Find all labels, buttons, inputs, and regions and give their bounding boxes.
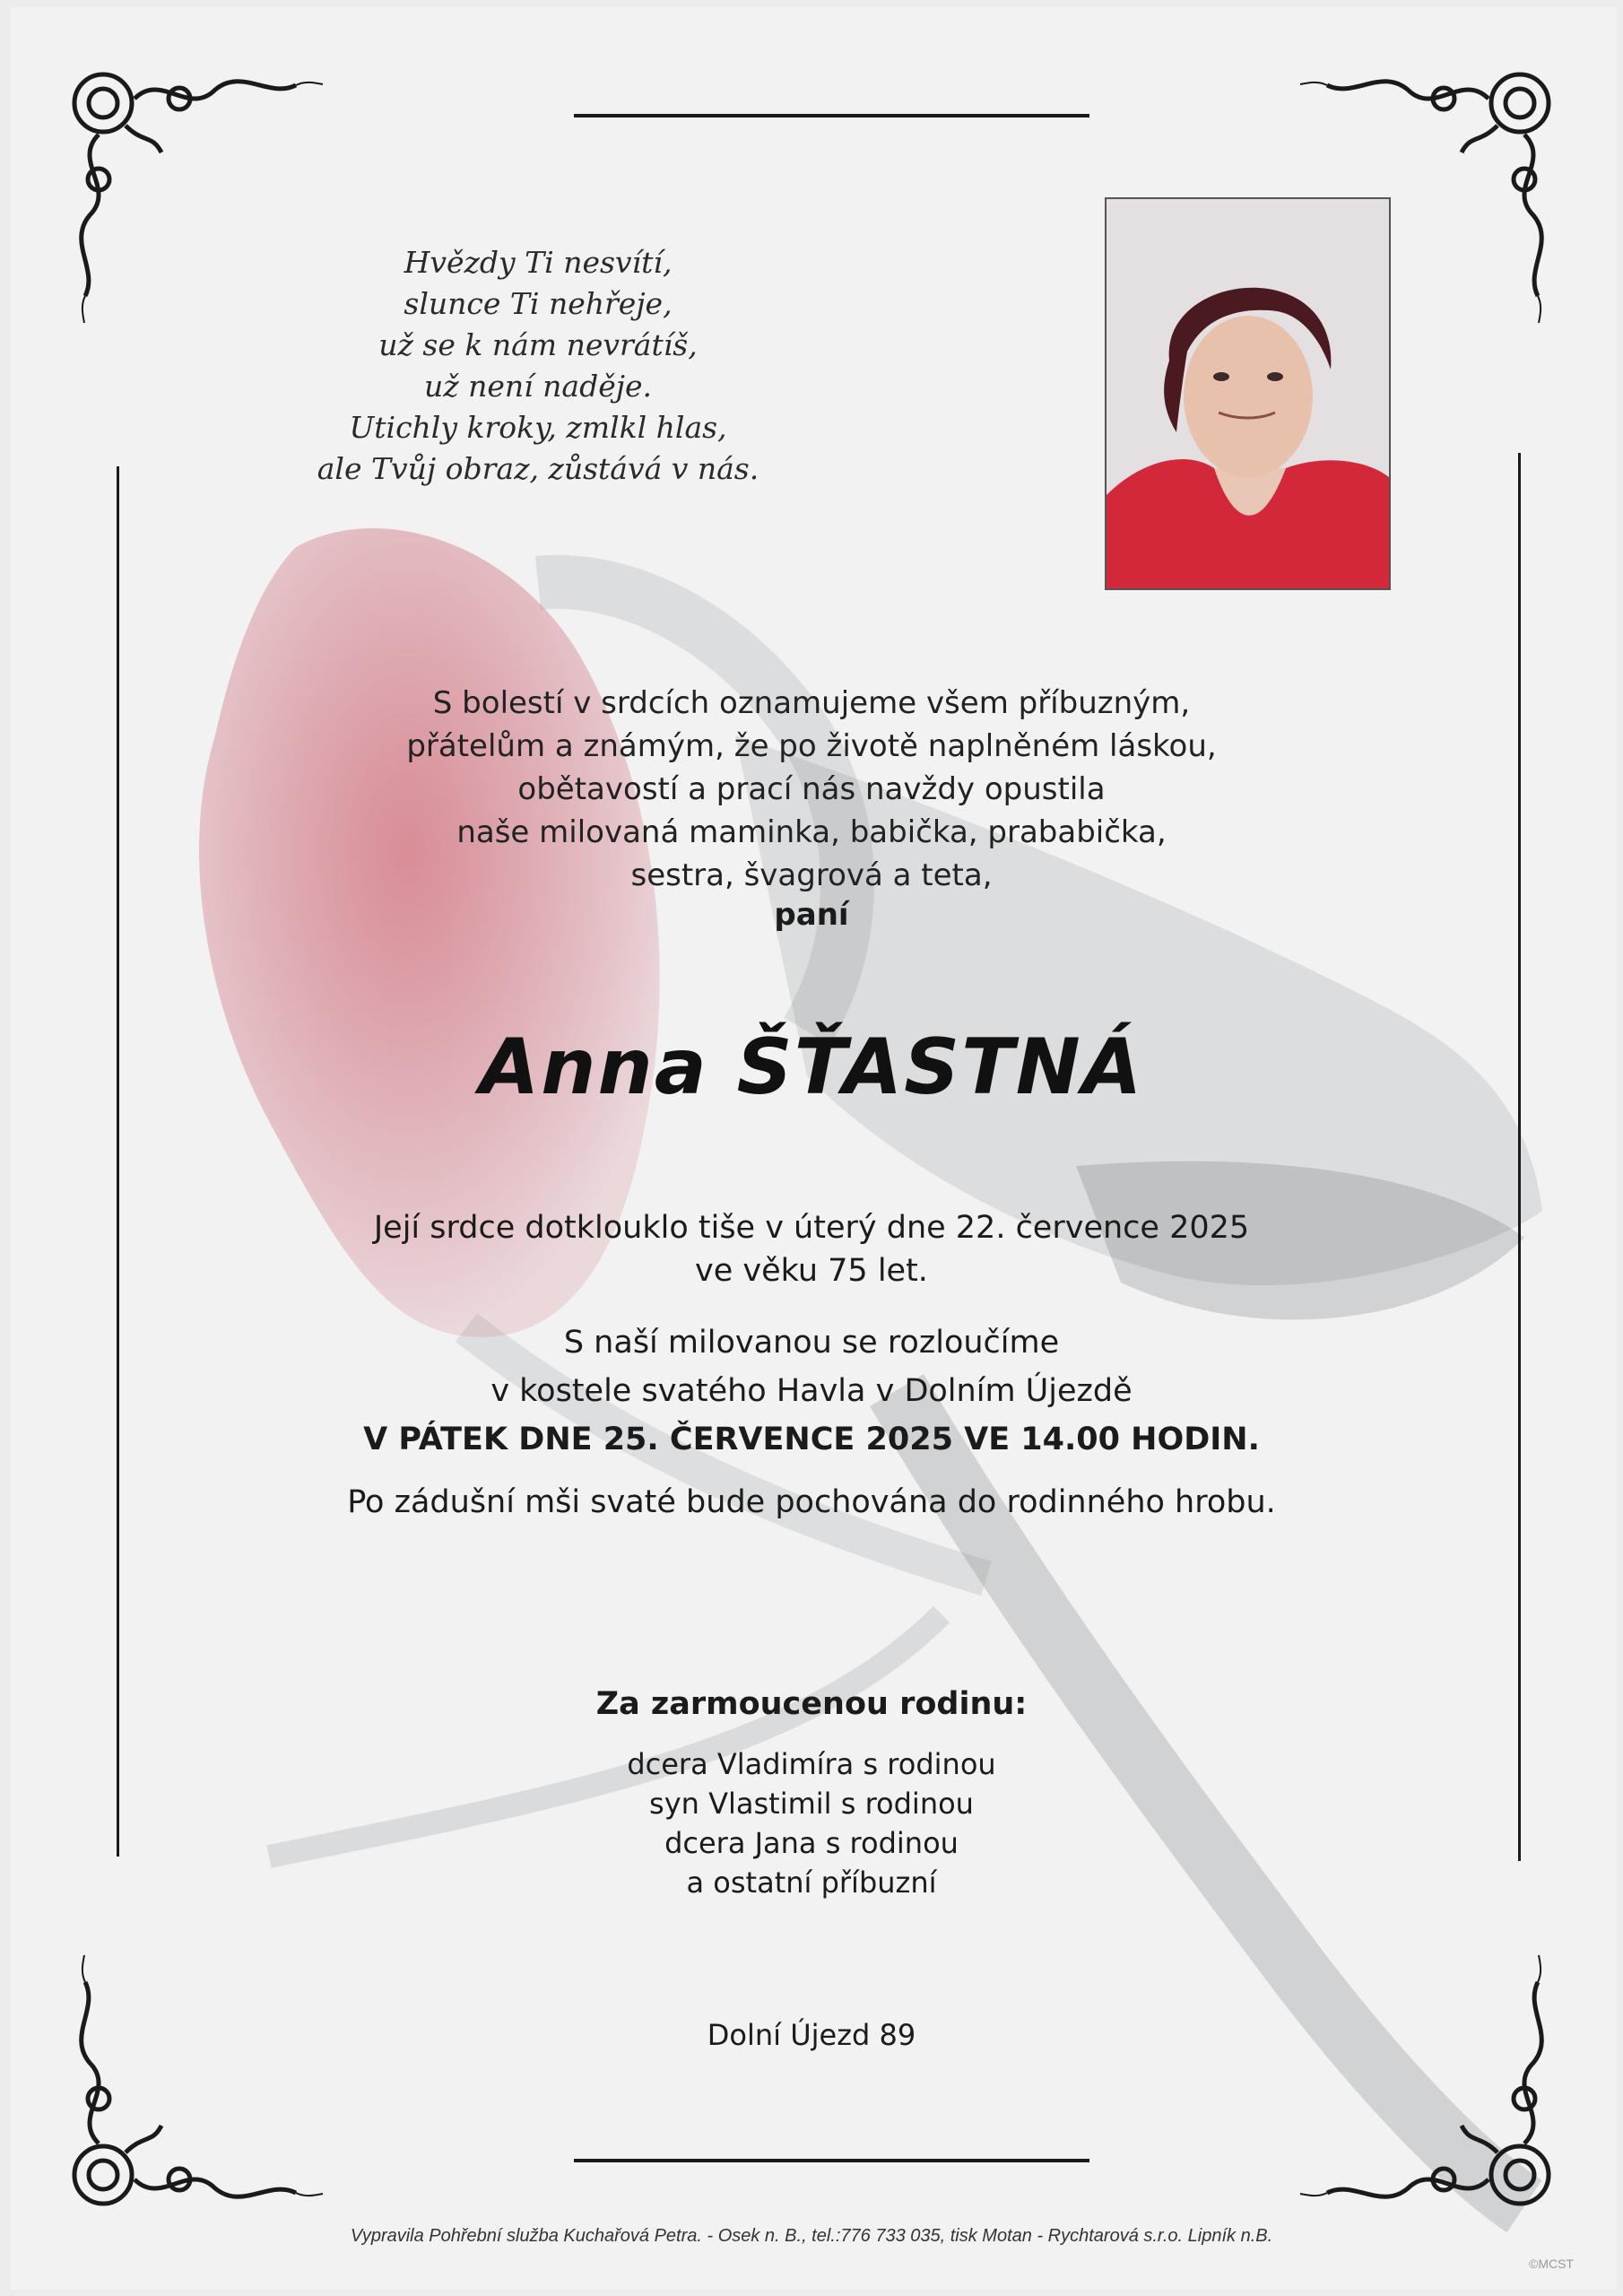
left-rule	[117, 466, 119, 1857]
announcement-line: obětavostí a prací nás navždy opustila	[517, 771, 1106, 807]
funeral-place: v kostele svatého Havla v Dolním Újezdě	[490, 1373, 1133, 1409]
corner-ornament-bottom-left	[63, 1946, 332, 2215]
family-member: dcera Vladimíra s rodinou	[627, 1747, 996, 1781]
family-list	[269, 1744, 1354, 1902]
funeral-info	[269, 1318, 1354, 1464]
poem-line: Hvězdy Ti nesvítí,	[404, 245, 673, 280]
address: Dolní Újezd 89	[707, 2018, 916, 2052]
footer-credits: Vypravila Pohřební služba Kuchařová Petra. - Osek n. B., tel.:776 733 035, tisk Motan - Rychtarová s.r.o. Lipník n.B.	[350, 2226, 1273, 2246]
death-notice	[269, 1206, 1354, 1292]
funeral-datetime: V PÁTEK DNE 25. ČERVENCE 2025 VE 14.00 HODIN.	[363, 1422, 1260, 1457]
announcement-line: sestra, švagrová a teta,	[630, 857, 993, 893]
poem-line: ale Tvůj obraz, zůstává v nás.	[317, 451, 759, 486]
watermark: ©MCST	[1529, 2257, 1574, 2271]
age-line: ve věku 75 let.	[695, 1253, 928, 1289]
right-rule	[1518, 453, 1521, 1861]
top-rule	[574, 114, 1089, 117]
family-member: dcera Jana s rodinou	[664, 1826, 959, 1860]
poem-line: už se k nám nevrátíš,	[378, 327, 698, 362]
burial-note: Po zádušní mši svaté bude pochována do rodinného hrobu.	[347, 1484, 1276, 1520]
announcement-line: S bolestí v srdcích oznamujeme všem příbuzným,	[432, 685, 1191, 721]
announcement-line: přátelům a známým, že po životě naplněném láskou,	[406, 728, 1217, 764]
honorific: paní	[774, 897, 849, 933]
bottom-rule	[574, 2159, 1089, 2162]
announcement-text	[269, 682, 1354, 897]
memorial-poem	[287, 242, 789, 490]
announcement-line: naše milovaná maminka, babička, prababička,	[456, 814, 1167, 850]
funeral-line: S naší milovanou se rozloučíme	[563, 1325, 1060, 1361]
poem-line: Utichly kroky, zmlkl hlas,	[349, 410, 727, 445]
poem-line: slunce Ti nehřeje,	[404, 286, 673, 321]
death-date-line: Její srdce dotklouklo tiše v úterý dne 22. července 2025	[373, 1210, 1250, 1246]
deceased-name: Anna ŠŤASTNÁ	[479, 1022, 1144, 1112]
family-member: syn Vlastimil s rodinou	[649, 1787, 974, 1821]
corner-ornament-bottom-right	[1291, 1946, 1560, 2215]
family-title: Za zarmoucenou rodinu:	[595, 1686, 1028, 1722]
family-member: a ostatní příbuzní	[686, 1866, 937, 1900]
portrait-photo	[1105, 197, 1391, 590]
poem-line: už není naděje.	[423, 369, 653, 404]
